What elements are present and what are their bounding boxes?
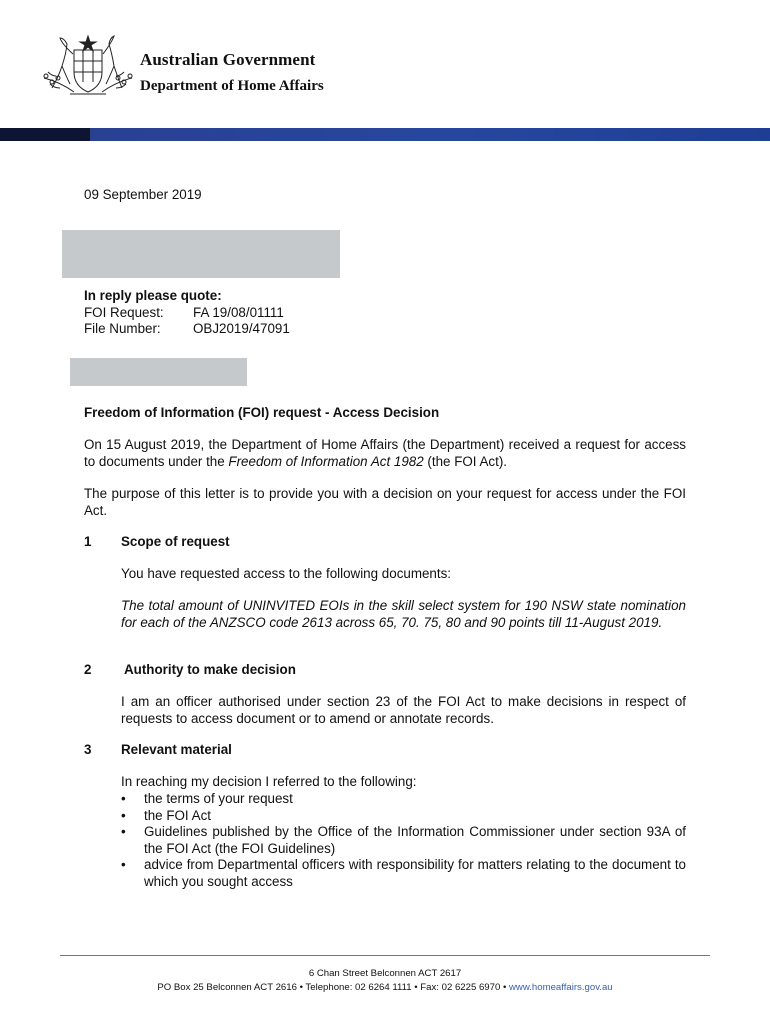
list-item: • the terms of your request [121, 791, 686, 808]
intro-text-start: On 15 August 2019, the Department of Home Affairs (the Department) received a request for access to documents under the [84, 437, 686, 469]
intro-paragraph-1 [84, 437, 686, 470]
list-item: • Guidelines published by the Office of the Information Commissioner under section 93A of the FOI Act (the FOI Guidelines) [121, 824, 686, 857]
section-number: 3 [84, 742, 92, 757]
coat-of-arms-logo [40, 32, 136, 100]
list-item: • advice from Departmental officers with responsibility for matters relating to the document to which you sought access [121, 857, 686, 890]
section-text: I am an officer authorised under section 23 of the FOI Act to make decisions in respect of requests to access document or to amend or annotate records. [121, 694, 686, 726]
foi-request-value: FA 19/08/01111 [193, 305, 284, 320]
section-text: You have requested access to the following documents: [121, 566, 452, 581]
section-title: Scope of request [121, 534, 230, 549]
section-title: Authority to make decision [124, 662, 296, 677]
intro-paragraph-2: The purpose of this letter is to provide you with a decision on your request for access under the FOI Act. [84, 486, 686, 518]
intro-text-end: (the FOI Act). [423, 453, 508, 469]
letter-date: 09 September 2019 [84, 187, 202, 202]
footer-contact-line [0, 982, 770, 993]
redacted-address-block [62, 230, 340, 278]
section-number: 2 [84, 662, 92, 677]
redacted-salutation [70, 358, 247, 386]
footer-divider [60, 955, 710, 956]
reply-quote-label: In reply please quote: [84, 288, 222, 303]
footer-street-address: 6 Chan Street Belconnen ACT 2617 [308, 968, 462, 979]
foi-request-label: FOI Request: [84, 305, 164, 320]
act-name: Freedom of Information Act 1982 [228, 453, 424, 469]
website-link[interactable]: www.homeaffairs.gov.au [508, 982, 613, 993]
section-title: Relevant material [121, 742, 232, 757]
list-item: • the FOI Act [121, 808, 686, 825]
header-band [0, 128, 770, 141]
section-text: In reaching my decision I referred to the following: [121, 774, 417, 789]
relevant-material-list [121, 791, 686, 890]
file-number-value: OBJ2019/47091 [193, 321, 290, 336]
request-scope-quote: The total amount of UNINVITED EOIs in the skill select system for 190 NSW state nomination for each of the ANZSCO code 2613 across 65, 70. 75, 80 and 90 points till 11-August 2019. [121, 598, 686, 630]
footer-contact-details: PO Box 25 Belconnen ACT 2616 • Telephone: 02 6264 1111 • Fax: 02 6225 6970 • [157, 982, 509, 993]
letter-subject: Freedom of Information (FOI) request - Access Decision [84, 405, 440, 420]
section-number: 1 [84, 534, 92, 549]
file-number-label: File Number: [84, 321, 161, 336]
header-band-accent [0, 128, 90, 141]
government-name: Australian Government [140, 50, 316, 69]
department-name: Department of Home Affairs [140, 78, 324, 94]
